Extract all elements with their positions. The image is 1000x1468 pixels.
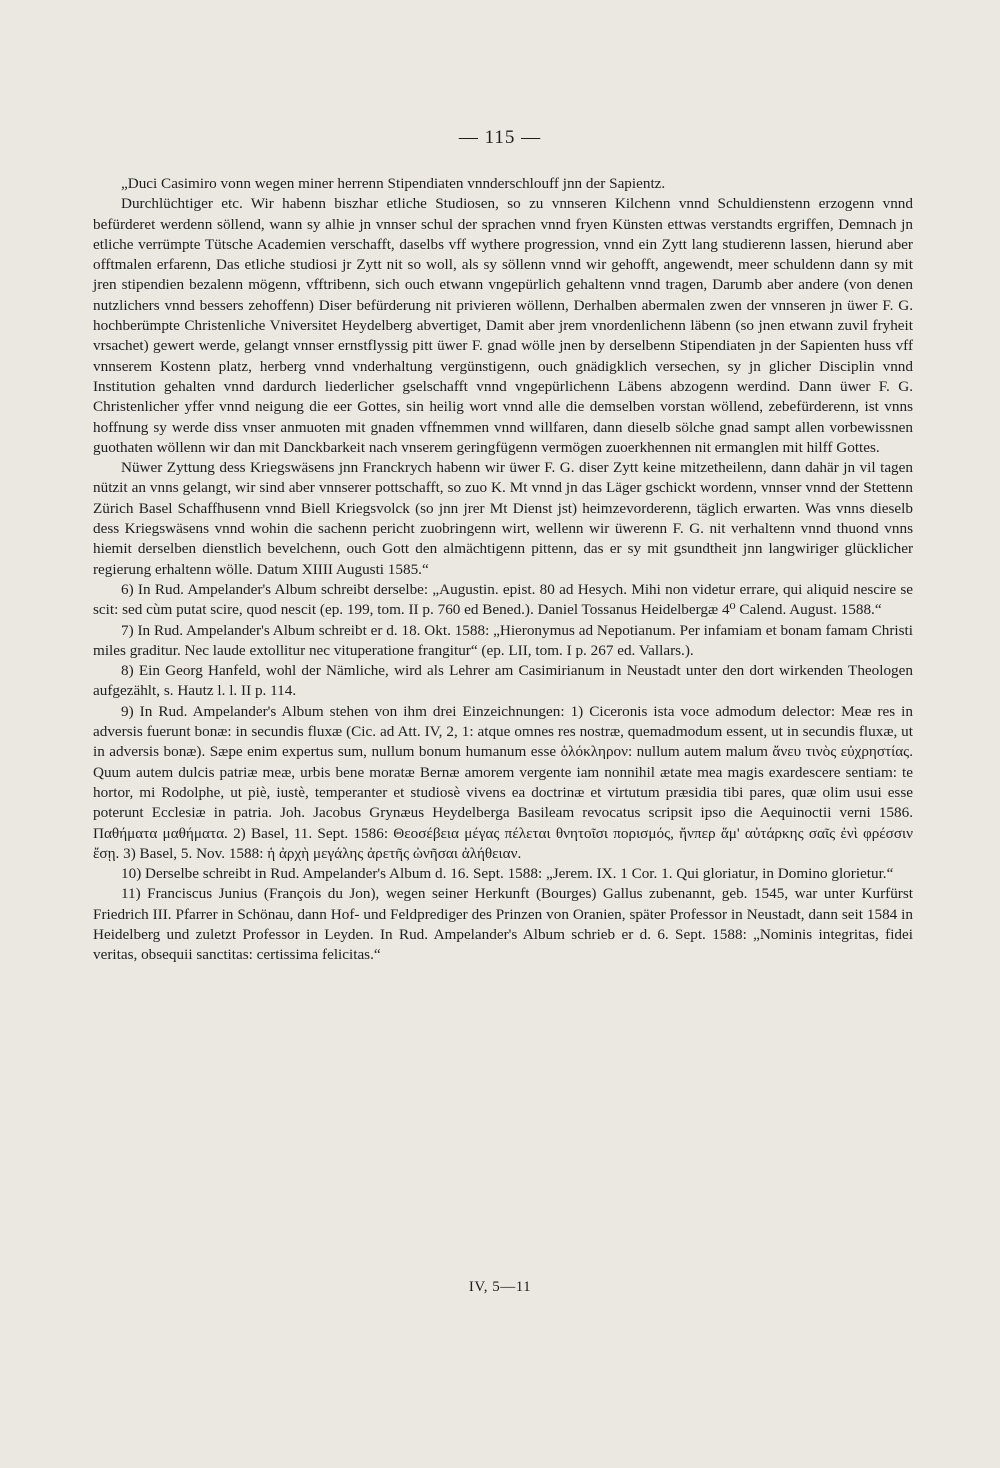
letter-body-paragraph: Durchlüchtiger etc. Wir habenn biszhar etliche Studiosen, so zu vnnseren Kilchenn vnnd Schuldienstenn erzogenn vnnd befürderet werdenn söllend, wann sy alhie jn vnnser schul der sprachen vnnd fryen Künsten ettwas verstandts ergriffen, Demnach jn etliche verrümpte Tütsche Academien verschafft, daselbs vff wythere progression, vnnd ein Zytt lang studierenn lassen, hierund aber offtmalen erfarenn, Das etliche studiosi jr Zytt nit so woll, als sy söllenn vnnd wir gehofft, angewendt, meer schuldenn dann sy mit jren stipendien bezalenn mögenn, vfftribenn, sich ouch etwann vngepürlich gehaltenn vnnd tragen, Darumb aber andere (von denen nutzlichers vnnd bessers zehoffenn) Diser befürderung nit privieren wöllenn, Derhalben abermalen zwen der vnnseren jn üwer F. G. hochberümpte Christenliche Vniversitet Heydelberg abvertiget, Damit aber jrem vnordenlichenn läbenn (so jnen etwann zuvil fryheit vrsachet) gewert werde, gelangt vnnser ernstflyssig pitt üwer F. gnad wölle jnen by derselbenn Stipendiaten jn der Sapienten huss vff vnnserem Kostenn platz, herberg vnnd vnderhaltung vergünstigenn, ouch gnädigklich versechen, sy jn glicher Disciplin vnnd Institution gehalten vnnd dardurch liederlicher gselschafft vnnd vngepürlichenn Läbens abzogenn werdind. Dann üwer F. G. Christenlicher yffer vnnd neigung die eer Gottes, sin heilig wort vnnd alle die demselben vorstan wöllend, zebefürderenn, ist vnns hoffnung sy werde diss vnser anmuoten mit gnaden vffnemmen vnnd willfaren, dann dieselb sölche gnad sampt allen vorbewissnen guothaten wöllenn wir dan mit Danckbarkeit nach vnserem geringfügenn vermögen zuoerkhennen nit ermanglen mit hilff Gottes. [93,195,913,456]
footnote-9: 9) In Rud. Ampelander's Album stehen von ihm drei Einzeichnungen: 1) Ciceronis ista voce admodum delector: Meæ res in adversis fuerunt bonæ: in secundis fluxæ (Cic. ad Att. IV, 2, 1: atque omnes res nostræ, quemadmodum essent, ut in secundis fluxæ, ut in adversis bonæ). Sæpe enim expertus sum, nullum bonum humanum esse ὁλόκληρον: nullum autem malum ἄνευ τινὸς εὐχρηστίας. Quum autem dulcis patriæ meæ, urbis bene moratæ Bernæ amorem vergente iam nonnihil ætate mea magis exardescere sentiam: te hortor, mi Rodolphe, ut piè, iustè, temperanter et studiosè vivens ea doctrinæ et virtutum præsidia tibi pares, quæ olim usui esse poterunt Ecclesiæ in patria. Joh. Jacobus Grynæus Heydelberga Basileam revocatus scripsit ipso die Aequinoctii verni 1586. Παθήματα μαθήματα. 2) Basel, 11. Sept. 1586: Θεοσέβεια μέγας πέλεται θνητοῖσι πορισμός, ἤνπερ ἅμ' αὐτάρκης σαῖς ἐνὶ φρέσσιν ἔσῃ. 3) Basel, 5. Nov. 1588: ἡ ἀρχὴ μεγάλης ἀρετῆς ὠνῆσαι ἀλήθειαν. [93,702,913,862]
page-number: — 115 — [458,127,542,148]
footnote-8: 8) Ein Georg Hanfeld, wohl der Nämliche, wird als Lehrer am Casimirianum in Neustadt unter den dort wirkenden Theologen aufgezählt, s. Hautz l. l. II p. 114. [93,662,913,700]
footnote-7: 7) In Rud. Ampelander's Album schreibt er d. 18. Okt. 1588: „Hieronymus ad Nepotianum. Per infamiam et bonam famam Christi miles graditur. Nec laude extollitur nec vituperatione frangitur“ (ep. LII, tom. I p. 267 ed. Vallars.). [93,621,913,659]
footnote-10: 10) Derselbe schreibt in Rud. Ampelander's Album d. 16. Sept. 1588: „Jerem. IX. 1 Cor. 1. Qui gloriatur, in Domino glorietur.“ [121,865,894,883]
letter-heading: „Duci Casimiro vonn wegen miner herrenn Stipendiaten vnnderschlouff jnn der Sapientz. [121,175,666,192]
footnote-6: 6) In Rud. Ampelander's Album schreibt derselbe: „Augustin. epist. 80 ad Hesych. Mihi non videtur errare, qui aliquid nescire se scit: sed cùm putat scire, quod nescit (ep. 199, tom. II p. 760 ed Bened.). Daniel Tossanus Heidelbergæ 4⁰ Calend. August. 1588.“ [93,580,913,619]
body-text [93,174,913,966]
letter-closing-paragraph: Nüwer Zyttung dess Kriegswäsens jnn Franckrych habenn wir üwer F. G. diser Zytt keine mitzetheilenn, dann dahär jn vil tagen nützit an vnns gelangt, wir sind aber vnnserer pottschafft, so zuo K. Mt vnnd jn das Läger gschickt wordenn, vnnser vnnd der Stettenn Zürich Basel Schaffhusenn vnnd Biell Kriegsvolck (so jnn jrer Mt Dienst jst) heimzevorderenn, täglich erwarten. Was vnns dieselb dess Kriegswäsens vnnd wohin die sachenn pericht zuobringenn wirt, wellenn wir üwerenn F. G. nit verhaltenn vnnd thuond vnns hiemit derselben dienstlich bevelchenn, ouch Gott den almächtigenn pittenn, das er sy mit gsundtheit jnn langwiriger glücklicher regierung erhaltenn wölle. Datum XIIII Augusti 1585.“ [93,459,913,578]
footnote-11: 11) Franciscus Junius (François du Jon), wegen seiner Herkunft (Bourges) Gallus zubenannt, geb. 1545, war unter Kurfürst Friedrich III. Pfarrer in Schönau, dann Hof- und Feldprediger des Prinzen von Oranien, später Professor in Neustadt, dann seit 1584 in Heidelberg und zuletzt Professor in Leyden. In Rud. Ampelander's Album schrieb er d. 6. Sept. 1588: „Nominis integritas, fidei veritas, obsequii sanctitas: certissima felicitas.“ [93,885,913,964]
signature-mark: IV, 5—11 [468,1279,532,1295]
